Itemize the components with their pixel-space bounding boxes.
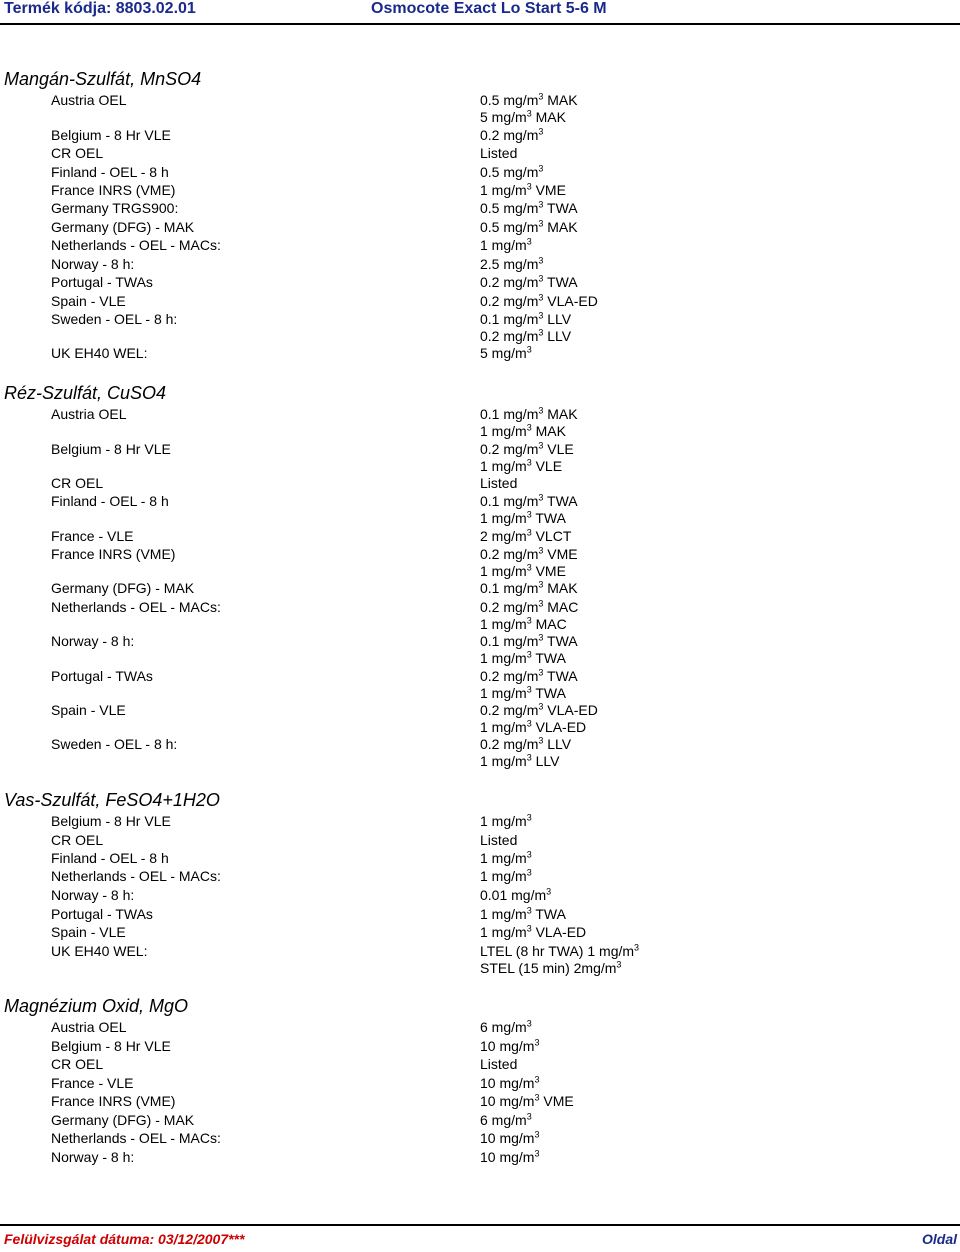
limit-label: CR OEL xyxy=(51,832,104,848)
limit-type: MAK xyxy=(543,406,578,422)
unit-exponent: 3 xyxy=(526,344,532,355)
limit-label: UK EH40 WEL: xyxy=(51,345,148,361)
unit-exponent: 3 xyxy=(526,615,532,626)
limit-type: VME xyxy=(531,182,566,198)
limit-label: Belgium - 8 Hr VLE xyxy=(51,127,171,143)
limit-value xyxy=(480,145,517,162)
limit-value xyxy=(480,813,532,830)
limit-value-line xyxy=(480,832,517,849)
limit-label: UK EH40 WEL: xyxy=(51,943,148,959)
limit-label: France - VLE xyxy=(51,1075,134,1091)
unit-exponent: 3 xyxy=(538,405,544,416)
limit-label: Finland - OEL - 8 h xyxy=(51,850,169,866)
limit-label: Netherlands - OEL - MACs: xyxy=(51,868,221,884)
unit-exponent: 3 xyxy=(534,1129,540,1140)
limit-type: TWA xyxy=(543,200,578,216)
limit-value-line xyxy=(480,441,574,458)
limit-value xyxy=(480,887,551,904)
value-text: 0.2 mg/m xyxy=(480,736,539,752)
unit-exponent: 3 xyxy=(526,1018,532,1029)
value-text: 0.01 mg/m xyxy=(480,887,547,903)
limit-label: Finland - OEL - 8 h xyxy=(51,493,169,509)
limit-value-line xyxy=(480,868,532,885)
value-text: 1 mg/m xyxy=(480,924,527,940)
unit-exponent: 3 xyxy=(538,218,544,229)
value-text: 0.1 mg/m xyxy=(480,633,539,649)
unit-exponent: 3 xyxy=(616,959,622,970)
limit-value-line xyxy=(480,109,578,126)
value-text: 0.2 mg/m xyxy=(480,274,539,290)
value-text: 1 mg/m xyxy=(480,906,527,922)
limit-value xyxy=(480,475,517,492)
limit-value-line xyxy=(480,960,639,977)
unit-exponent: 3 xyxy=(538,667,544,678)
limit-value xyxy=(480,702,598,736)
unit-exponent: 3 xyxy=(526,108,532,119)
limit-value-line xyxy=(480,458,574,475)
limit-value-line xyxy=(480,546,578,563)
limit-value xyxy=(480,1130,539,1147)
limit-label: Spain - VLE xyxy=(51,924,126,940)
limit-type: LLV xyxy=(543,328,572,344)
value-text: 1 mg/m xyxy=(480,563,527,579)
limit-label: France INRS (VME) xyxy=(51,1093,176,1109)
limit-type: TWA xyxy=(531,685,566,701)
limit-value-line xyxy=(480,580,578,597)
limit-value-line xyxy=(480,164,543,181)
limit-label: Portugal - TWAs xyxy=(51,906,153,922)
unit-exponent: 3 xyxy=(634,942,640,953)
limit-value-line xyxy=(480,650,578,667)
limit-label: Norway - 8 h: xyxy=(51,1149,135,1165)
unit-exponent: 3 xyxy=(526,718,532,729)
unit-exponent: 3 xyxy=(538,440,544,451)
unit-exponent: 3 xyxy=(538,199,544,210)
value-text: 1 mg/m xyxy=(480,458,527,474)
limit-value xyxy=(480,943,639,977)
limit-value xyxy=(480,237,532,254)
limit-value xyxy=(480,1019,532,1036)
unit-exponent: 3 xyxy=(538,126,544,137)
section-title: Vas-Szulfát, FeSO4+1H2O xyxy=(4,790,220,810)
value-text: 0.2 mg/m xyxy=(480,546,539,562)
limit-value-line xyxy=(480,1112,532,1129)
unit-exponent: 3 xyxy=(526,236,532,247)
limit-value-line xyxy=(480,182,566,199)
limit-label: Germany (DFG) - MAK xyxy=(51,219,195,235)
limit-type: MAK xyxy=(531,109,566,125)
unit-exponent: 3 xyxy=(526,905,532,916)
unit-exponent: 3 xyxy=(526,849,532,860)
limit-value-line xyxy=(480,1149,539,1166)
value-text: Listed xyxy=(480,832,518,848)
limit-value xyxy=(480,345,532,362)
limit-type: TWA xyxy=(543,668,578,684)
limit-value xyxy=(480,164,543,181)
value-text: 1 mg/m xyxy=(480,719,527,735)
limit-label: Germany (DFG) - MAK xyxy=(51,1112,195,1128)
unit-exponent: 3 xyxy=(538,492,544,503)
limit-value-line xyxy=(480,702,598,719)
value-text: 1 mg/m xyxy=(480,850,527,866)
limit-value xyxy=(480,924,586,941)
unit-exponent: 3 xyxy=(538,255,544,266)
limit-value-line xyxy=(480,493,578,510)
value-text: 0.1 mg/m xyxy=(480,406,539,422)
limit-value xyxy=(480,528,571,545)
unit-exponent: 3 xyxy=(526,812,532,823)
value-text: 0.1 mg/m xyxy=(480,580,539,596)
limit-value-line xyxy=(480,719,598,736)
limit-value-line xyxy=(480,1093,574,1110)
value-text: 10 mg/m xyxy=(480,1149,535,1165)
unit-exponent: 3 xyxy=(538,163,544,174)
limit-value-line xyxy=(480,943,639,960)
limit-value xyxy=(480,668,578,702)
limit-type: MAC xyxy=(543,599,579,615)
unit-exponent: 3 xyxy=(534,1037,540,1048)
unit-exponent: 3 xyxy=(526,684,532,695)
value-text: 0.5 mg/m xyxy=(480,200,539,216)
limit-value-line xyxy=(480,1130,539,1147)
limit-type: TWA xyxy=(531,906,566,922)
limit-label: Portugal - TWAs xyxy=(51,274,153,290)
limit-value xyxy=(480,850,532,867)
limit-label: Spain - VLE xyxy=(51,702,126,718)
value-text: 1 mg/m xyxy=(480,813,527,829)
limit-label: Spain - VLE xyxy=(51,293,126,309)
unit-exponent: 3 xyxy=(526,1111,532,1122)
limit-value xyxy=(480,441,574,475)
limit-value-line xyxy=(480,256,543,273)
unit-exponent: 3 xyxy=(538,310,544,321)
value-text: 0.5 mg/m xyxy=(480,164,539,180)
limit-value-line xyxy=(480,423,578,440)
limit-value-line xyxy=(480,924,586,941)
limit-value xyxy=(480,599,578,633)
limit-value-line xyxy=(480,475,517,492)
limit-value-line xyxy=(480,293,598,310)
value-text: 0.2 mg/m xyxy=(480,441,539,457)
unit-exponent: 3 xyxy=(538,545,544,556)
limit-value-line xyxy=(480,406,578,423)
limit-type: VME xyxy=(539,1093,574,1109)
value-text: 10 mg/m xyxy=(480,1093,535,1109)
limit-type: LLV xyxy=(531,753,560,769)
page-label: Oldal xyxy=(921,1231,957,1247)
limit-value-line xyxy=(480,274,578,291)
limit-label: Belgium - 8 Hr VLE xyxy=(51,1038,171,1054)
value-text: 2.5 mg/m xyxy=(480,256,539,272)
value-text: 10 mg/m xyxy=(480,1075,535,1091)
limit-type: VME xyxy=(531,563,566,579)
limit-value-line xyxy=(480,887,551,904)
limit-value-line xyxy=(480,145,517,162)
limit-value xyxy=(480,906,566,923)
limit-value xyxy=(480,580,578,597)
limit-value-line xyxy=(480,1056,517,1073)
unit-exponent: 3 xyxy=(538,598,544,609)
limit-label: CR OEL xyxy=(51,145,104,161)
limit-value-line xyxy=(480,563,578,580)
section-title: Réz-Szulfát, CuSO4 xyxy=(4,383,167,403)
limit-value-line xyxy=(480,127,543,144)
unit-exponent: 3 xyxy=(526,509,532,520)
limit-label: Austria OEL xyxy=(51,92,127,108)
value-text: 0.2 mg/m xyxy=(480,668,539,684)
limit-value-line xyxy=(480,311,571,328)
limit-label: CR OEL xyxy=(51,475,104,491)
limit-type: VLA-ED xyxy=(543,702,598,718)
unit-exponent: 3 xyxy=(526,457,532,468)
limit-value xyxy=(480,736,571,770)
unit-exponent: 3 xyxy=(534,1074,540,1085)
limit-value xyxy=(480,311,571,345)
limit-label: Norway - 8 h: xyxy=(51,633,135,649)
value-text: 1 mg/m xyxy=(480,510,527,526)
section-title: Magnézium Oxid, MgO xyxy=(4,996,189,1016)
limit-type: TWA xyxy=(531,650,566,666)
limit-value xyxy=(480,293,598,310)
limit-type: TWA xyxy=(543,274,578,290)
limit-type: MAK xyxy=(543,580,578,596)
limit-type: MAK xyxy=(531,423,566,439)
value-text: 1 mg/m xyxy=(480,650,527,666)
limit-value xyxy=(480,274,578,291)
unit-exponent: 3 xyxy=(538,327,544,338)
limit-label: Germany (DFG) - MAK xyxy=(51,580,195,596)
limit-value xyxy=(480,1149,539,1166)
limit-value-line xyxy=(480,736,571,753)
value-text: 1 mg/m xyxy=(480,685,527,701)
limit-value-line xyxy=(480,1038,539,1055)
value-text: 0.1 mg/m xyxy=(480,493,539,509)
limit-value-line xyxy=(480,237,532,254)
value-text: 5 mg/m xyxy=(480,109,527,125)
revision-date: Felülvizsgálat dátuma: 03/12/2007*** xyxy=(4,1231,245,1247)
value-text: 1 mg/m xyxy=(480,616,527,632)
limit-value-line xyxy=(480,528,571,545)
limit-label: Norway - 8 h: xyxy=(51,256,135,272)
unit-exponent: 3 xyxy=(526,923,532,934)
limit-value-line xyxy=(480,1075,539,1092)
limit-value-line xyxy=(480,685,578,702)
limit-type: LLV xyxy=(543,311,572,327)
limit-value xyxy=(480,182,566,199)
limit-value-line xyxy=(480,510,578,527)
limit-value xyxy=(480,1056,517,1073)
unit-exponent: 3 xyxy=(538,91,544,102)
value-text: 5 mg/m xyxy=(480,345,527,361)
value-text: 6 mg/m xyxy=(480,1019,527,1035)
header-divider xyxy=(0,23,960,25)
limit-value xyxy=(480,832,517,849)
limit-value xyxy=(480,868,532,885)
unit-exponent: 3 xyxy=(526,752,532,763)
value-text: 10 mg/m xyxy=(480,1038,535,1054)
value-text: Listed xyxy=(480,475,518,491)
page-header xyxy=(0,0,960,24)
value-text: 1 mg/m xyxy=(480,423,527,439)
unit-exponent: 3 xyxy=(538,632,544,643)
value-text: 0.5 mg/m xyxy=(480,219,539,235)
limit-value-line xyxy=(480,1019,532,1036)
unit-exponent: 3 xyxy=(538,579,544,590)
footer-divider xyxy=(0,1224,960,1226)
value-text: 10 mg/m xyxy=(480,1130,535,1146)
limit-type: TWA xyxy=(543,633,578,649)
limit-label: Belgium - 8 Hr VLE xyxy=(51,441,171,457)
limit-label: Belgium - 8 Hr VLE xyxy=(51,813,171,829)
unit-exponent: 3 xyxy=(534,1148,540,1159)
value-text: 1 mg/m xyxy=(480,237,527,253)
limit-label: Netherlands - OEL - MACs: xyxy=(51,1130,221,1146)
limit-value xyxy=(480,1093,574,1110)
unit-exponent: 3 xyxy=(526,527,532,538)
product-name: Osmocote Exact Lo Start 5-6 M xyxy=(371,0,607,17)
value-text: 2 mg/m xyxy=(480,528,527,544)
value-text: 0.2 mg/m xyxy=(480,702,539,718)
value-text: 1 mg/m xyxy=(480,868,527,884)
limit-value-line xyxy=(480,906,566,923)
limit-value xyxy=(480,256,543,273)
limit-label: Austria OEL xyxy=(51,406,127,422)
limit-value xyxy=(480,200,578,217)
limit-type: VME xyxy=(543,546,578,562)
limit-label: Germany TRGS900: xyxy=(51,200,179,216)
limit-label: Netherlands - OEL - MACs: xyxy=(51,599,221,615)
unit-exponent: 3 xyxy=(534,1092,540,1103)
limit-type: VLA-ED xyxy=(543,293,598,309)
value-text: 0.2 mg/m xyxy=(480,599,539,615)
value-text: LTEL (8 hr TWA) 1 mg/m xyxy=(480,943,635,959)
limit-value xyxy=(480,406,578,440)
value-text: 1 mg/m xyxy=(480,182,527,198)
limit-label: France - VLE xyxy=(51,528,134,544)
limit-type: LLV xyxy=(543,736,572,752)
value-text: 0.2 mg/m xyxy=(480,127,539,143)
limit-value xyxy=(480,1075,539,1092)
limit-value-line xyxy=(480,813,532,830)
unit-exponent: 3 xyxy=(538,292,544,303)
unit-exponent: 3 xyxy=(538,273,544,284)
unit-exponent: 3 xyxy=(538,735,544,746)
limit-value xyxy=(480,493,578,527)
value-text: 0.5 mg/m xyxy=(480,92,539,108)
limit-value-line xyxy=(480,92,578,109)
limit-value-line xyxy=(480,616,578,633)
limit-value-line xyxy=(480,850,532,867)
limit-value-line xyxy=(480,668,578,685)
unit-exponent: 3 xyxy=(526,422,532,433)
limit-label: France INRS (VME) xyxy=(51,546,176,562)
page-footer xyxy=(0,1224,960,1252)
limit-type: VLA-ED xyxy=(531,924,587,940)
unit-exponent: 3 xyxy=(526,649,532,660)
limit-label: Sweden - OEL - 8 h: xyxy=(51,311,178,327)
unit-exponent: 3 xyxy=(526,181,532,192)
limit-value xyxy=(480,219,578,236)
limit-value xyxy=(480,546,578,580)
limit-label: France INRS (VME) xyxy=(51,182,176,198)
limit-value xyxy=(480,633,578,667)
limit-type: TWA xyxy=(531,510,566,526)
limit-label: Norway - 8 h: xyxy=(51,887,135,903)
value-text: Listed xyxy=(480,1056,518,1072)
unit-exponent: 3 xyxy=(526,562,532,573)
limit-value xyxy=(480,1112,532,1129)
limit-value-line xyxy=(480,219,578,236)
unit-exponent: 3 xyxy=(546,886,552,897)
unit-exponent: 3 xyxy=(538,701,544,712)
limit-value xyxy=(480,127,543,144)
limit-type: VLA-ED xyxy=(531,719,587,735)
value-text: 0.2 mg/m xyxy=(480,293,539,309)
value-text: STEL (15 min) 2mg/m xyxy=(480,960,617,976)
limit-label: Portugal - TWAs xyxy=(51,668,153,684)
value-text: Listed xyxy=(480,145,518,161)
limit-label: Finland - OEL - 8 h xyxy=(51,164,169,180)
limit-value-line xyxy=(480,599,578,616)
limit-type: TWA xyxy=(543,493,578,509)
value-text: 1 mg/m xyxy=(480,753,527,769)
limit-label: CR OEL xyxy=(51,1056,104,1072)
product-code: Termék kódja: 8803.02.01 xyxy=(4,0,196,17)
section-title: Mangán-Szulfát, MnSO4 xyxy=(4,69,202,89)
limit-value-line xyxy=(480,328,571,345)
limit-value xyxy=(480,1038,539,1055)
limit-type: VLE xyxy=(531,458,563,474)
limit-type: MAK xyxy=(543,219,578,235)
limit-value-line xyxy=(480,200,578,217)
value-text: 6 mg/m xyxy=(480,1112,527,1128)
limit-label: Sweden - OEL - 8 h: xyxy=(51,736,178,752)
limit-value-line xyxy=(480,345,532,362)
limit-type: VLCT xyxy=(531,528,572,544)
limit-value-line xyxy=(480,633,578,650)
limit-value-line xyxy=(480,753,571,770)
limit-label: Netherlands - OEL - MACs: xyxy=(51,237,221,253)
limit-label: Austria OEL xyxy=(51,1019,127,1035)
limit-value xyxy=(480,92,578,126)
value-text: 0.1 mg/m xyxy=(480,311,539,327)
limit-type: VLE xyxy=(543,441,574,457)
limit-type: MAC xyxy=(531,616,567,632)
value-text: 0.2 mg/m xyxy=(480,328,539,344)
limit-type: MAK xyxy=(543,92,578,108)
unit-exponent: 3 xyxy=(526,867,532,878)
